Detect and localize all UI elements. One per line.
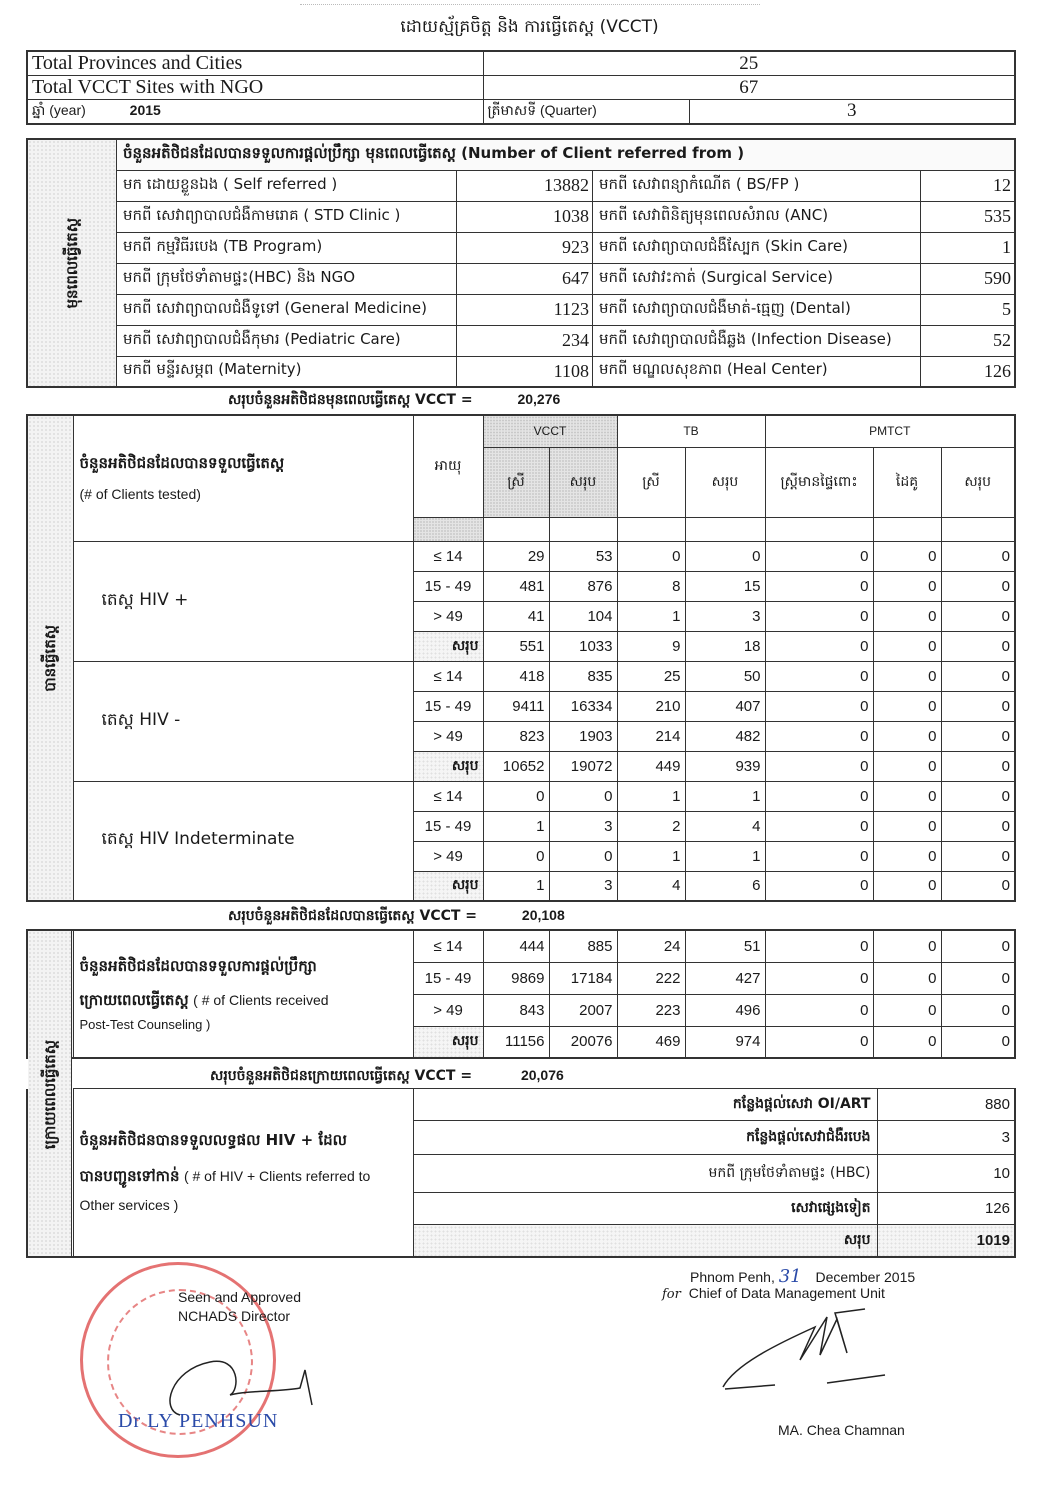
table-row: មកពី សេវាព្យាបាលជំងឺទូទៅ (General Medicine) 1123 មកពី សេវាព្យាបាលជំងឺមាត់-ធ្មេញ (Dental) 5 <box>27 294 1015 325</box>
chief-title-line: for Chief of Data Management Unit <box>662 1285 885 1302</box>
table-row: 15 - 49 9869 17184 222 427 0 0 0 <box>27 962 1015 994</box>
table-row: សេវាផ្សេងទៀត 126 <box>27 1193 1015 1225</box>
table-row: ចំនួនអតិថិជនដែលបានទទួលការផ្តល់ប្រឹក្សា ក្រោយពេលធ្វើតេស្ត ( # of Clients received Post-Test Counseling ) ≤ 14 444 885 24 51 0 0 0 <box>27 930 1015 962</box>
pre-test-side-label: មុនពេលធ្វើតេស្ត <box>27 139 117 387</box>
table-row: មកពី ក្រុមថែទាំតាមផ្ទះ (HBC) 10 <box>27 1155 1015 1193</box>
table-row: មកពី មន្ទីរសម្ភព (Maternity) 1108 មកពី មណ្ឌលសុខភាព (Heal Center) 126 <box>27 356 1015 387</box>
table-row-total: សរុប 11156 20076 469 974 0 0 0 <box>27 1026 1015 1058</box>
tested-heading: ចំនួនអតិថិជនដែលបានទទួលធ្វើតេស្ត (# of Clients tested) <box>73 415 413 541</box>
chief-name: MA. Chea Chamnan <box>778 1422 905 1438</box>
quarter-label: ត្រីមាសទី (Quarter) <box>483 100 689 124</box>
table-row-total: សរុប 1 3 4 6 0 0 0 <box>27 871 1015 901</box>
table-row-total: សរុប 551 1033 9 18 0 0 0 <box>27 631 1015 661</box>
table-row: > 49 843 2007 223 496 0 0 0 <box>27 994 1015 1026</box>
table-row: > 49 41 104 1 3 0 0 0 <box>27 601 1015 631</box>
tested-total: សរុបចំនួនអតិថិជនដែលបានធ្វើតេស្ត VCCT = 20,108 <box>228 907 565 924</box>
table-row: តេស្ត HIV - ≤ 14 418 835 25 50 0 0 0 <box>27 661 1015 691</box>
table-row: តេស្ត HIV + ≤ 14 29 53 0 0 0 0 0 <box>27 541 1015 571</box>
table-row: មកពី ក្រុមថែទាំតាមផ្ទះ(HBC) និង NGO 647 មកពី សេវាវះកាត់ (Surgical Service) 590 <box>27 263 1015 294</box>
tested-side-label: បានធ្វើតេស្ត <box>27 415 73 901</box>
hiv-positive-label: តេស្ត HIV + <box>73 541 413 661</box>
table-row: > 49 823 1903 214 482 0 0 0 <box>27 721 1015 751</box>
post-test-total: សរុបចំនួនអតិថិជនក្រោយពេលធ្វើតេស្ត VCCT = 20,076 <box>210 1067 564 1084</box>
pre-test-referral-table <box>26 138 1016 388</box>
post-test-counseling-table <box>26 929 1016 1059</box>
approval-block: Seen and Approved NCHADS Director <box>178 1289 301 1324</box>
table-row: 15 - 49 9411 16334 210 407 0 0 0 <box>27 691 1015 721</box>
referral-heading: ចំនួនអតិថិជនបានទទួលលទ្ធផល HIV + ដែល បានបញ្ជូនទៅកាន់ ( # of HIV + Clients referred to Other services ) <box>73 1089 413 1257</box>
age-header: អាយុ <box>413 415 483 517</box>
table-row: មក ដោយខ្លួនឯង ( Self referred ) 13882 មកពី សេវាពន្យាកំណើត ( BS/FP ) 12 <box>27 170 1015 201</box>
hiv-referral-table <box>26 1088 1016 1258</box>
vcct-group-header: VCCT <box>483 415 617 447</box>
table-row: 15 - 49 481 876 8 15 0 0 0 <box>27 571 1015 601</box>
table-row: មកពី សេវាព្យាបាលជំងឺកុមារ (Pediatric Care) 234 មកពី សេវាព្យាបាលជំងឺឆ្លង (Infection Disease) 52 <box>27 325 1015 356</box>
table-row: > 49 0 0 1 1 0 0 0 <box>27 841 1015 871</box>
table-row: 15 - 49 1 3 2 4 0 0 0 <box>27 811 1015 841</box>
quarter-value: 3 <box>689 100 1015 124</box>
year-value: 2015 <box>129 101 161 118</box>
date-line: Phnom Penh, 31 December 2015 <box>690 1266 916 1287</box>
post-test-heading: ចំនួនអតិថិជនដែលបានទទួលការផ្តល់ប្រឹក្សា ក្រោយពេលធ្វើតេស្ត ( # of Clients received Post-Test Counseling ) <box>73 930 413 1058</box>
tb-group-header: TB <box>617 415 765 447</box>
provinces-value: 25 <box>483 51 1015 76</box>
pmtct-group-header: PMTCT <box>765 415 1015 447</box>
table-row: ចំនួនអតិថិជនបានទទួលលទ្ធផល HIV + ដែល បានបញ្ជូនទៅកាន់ ( # of HIV + Clients referred to Other services ) កន្លែងផ្តល់សេវា OI/ART 880 <box>27 1089 1015 1121</box>
hiv-indeterminate-label: តេស្ត HIV Indeterminate <box>73 781 413 901</box>
year-cell <box>27 100 483 124</box>
chief-signature-icon <box>715 1305 915 1395</box>
sites-value: 67 <box>483 76 1015 100</box>
post-test-side-label-band: ក្រោយពេលធ្វើតេស្ត <box>28 931 72 1258</box>
table-row-total: សរុប 1019 <box>27 1225 1015 1257</box>
table-row: តេស្ត HIV Indeterminate ≤ 14 0 0 1 1 0 0 0 <box>27 781 1015 811</box>
document-title: ដោយស្ម័គ្រចិត្ត និង ការធ្វើតេស្ត (VCCT) <box>400 17 659 37</box>
clients-tested-table: បានធ្វើតេស្ត ចំនួនអតិថិជនដែលបានទទួលធ្វើតេស្ត (# of Clients tested) អាយុ VCCT TB PMTCT ស្រី សរុប ស្រី សរុប ស្ត្រីមានផ្ទៃពោះ ដៃគូ សរុប តេស្ត HIV + ≤ 14 29 53 0 0 0 0 0 15 - 49 481 876 8 15 0 0 0 > 49 41 104 1 3 0 0 0 សរុប 551 1033 9 18 0 0 0 តេស្ត HIV - ≤ 14 418 835 25 50 0 0 0 15 - 49 9411 16334 210 407 0 0 0 > 49 823 1903 214 482 0 0 0 សរុប 10652 19072 449 939 0 0 0 តេស្ត HIV Indeterminate ≤ 14 0 0 1 1 0 0 0 15 - 49 1 3 2 4 0 0 0 > 49 0 0 1 1 0 0 0 សរុប 1 3 4 6 0 0 0 <box>26 414 1016 902</box>
hiv-negative-label: តេស្ត HIV - <box>73 661 413 781</box>
table-row: កន្លែងផ្តល់សេវាជំងឺរបេង 3 <box>27 1121 1015 1155</box>
pre-test-total: សរុបចំនួនអតិថិជនមុនពេលធ្វើតេស្ត VCCT = 20,276 <box>228 391 561 408</box>
director-name: Dr LY PENHSUN <box>118 1410 279 1432</box>
table-row: មកពី សេវាព្យាបាលជំងឺកាមរោគ ( STD Clinic ) 1038 មកពី សេវាពិនិត្យមុនពេលសំរាល (ANC) 535 <box>27 201 1015 232</box>
table-row-total: សរុប 10652 19072 449 939 0 0 0 <box>27 751 1015 781</box>
pre-test-heading: ចំនួនអតិថិជនដែលបានទទួលការផ្តល់ប្រឹក្សា មុនពេលធ្វើតេស្ត (Number of Client referred from ) <box>117 139 1016 170</box>
faded-title-line <box>300 4 760 12</box>
year-label: ឆ្នាំ (year) <box>32 101 86 118</box>
sites-label: Total VCCT Sites with NGO <box>27 76 483 100</box>
table-row: មកពី កម្មវិធីរបេង (TB Program) 923 មកពី សេវាព្យាបាលជំងឺស្បែក (Skin Care) 1 <box>27 232 1015 263</box>
summary-header-table <box>26 50 1016 125</box>
provinces-label: Total Provinces and Cities <box>27 51 483 76</box>
